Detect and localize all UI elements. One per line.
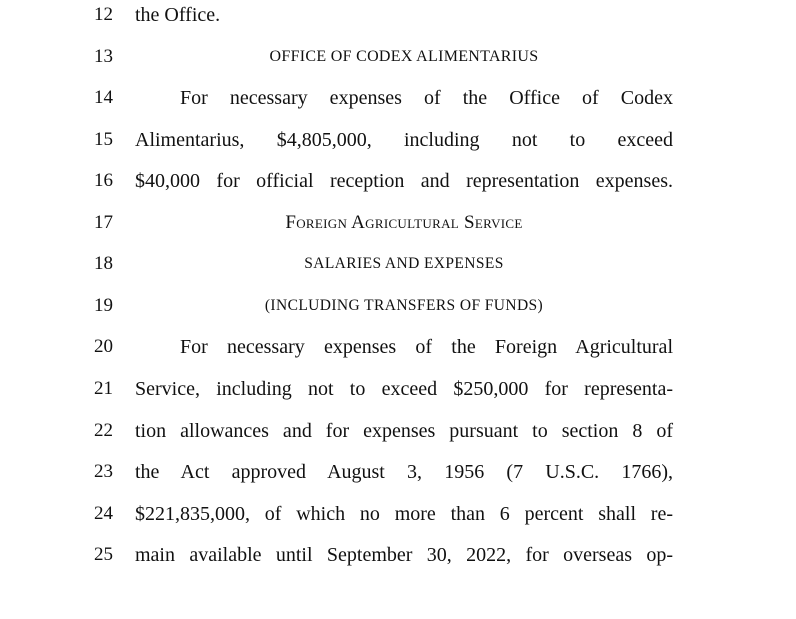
section-heading-line	[0, 42, 796, 72]
agency-heading: Foreign Agricultural Service	[285, 212, 523, 233]
text-line	[0, 83, 796, 113]
text-line	[0, 416, 796, 446]
section-heading: OFFICE OF CODEX ALIMENTARIUS	[269, 48, 539, 65]
line-number: 16	[94, 170, 113, 191]
text-line	[0, 457, 796, 487]
text-line	[0, 540, 796, 570]
text-line	[0, 166, 796, 196]
line-number: 20	[94, 336, 113, 357]
line-number: 14	[94, 87, 113, 108]
line-number: 12	[94, 4, 113, 25]
line-number: 24	[94, 503, 113, 524]
agency-heading-line	[0, 208, 796, 238]
line-text: main available until September 30, 2022, for overseas op-	[135, 544, 673, 566]
subheading-line	[0, 291, 796, 321]
line-text: Alimentarius, $4,805,000, including not to exceed	[135, 129, 673, 151]
line-number: 22	[94, 420, 113, 441]
text-line	[0, 499, 796, 529]
subheading: (INCLUDING TRANSFERS OF FUNDS)	[264, 297, 544, 314]
line-number: 23	[94, 461, 113, 482]
line-text: $40,000 for official reception and representation expenses.	[135, 170, 673, 192]
line-text: the Office.	[135, 4, 221, 26]
subheading: SALARIES AND EXPENSES	[304, 255, 504, 272]
text-line	[0, 332, 796, 362]
line-number: 13	[94, 46, 113, 67]
line-text: tion allowances and for expenses pursuant to section 8 of	[135, 420, 673, 442]
line-text: For necessary expenses of the Foreign Agricultural	[180, 336, 673, 358]
text-line	[0, 0, 796, 30]
line-text: For necessary expenses of the Office of Codex	[180, 87, 673, 109]
line-text: Service, including not to exceed $250,000 for representa-	[135, 378, 673, 400]
line-text: $221,835,000, of which no more than 6 percent shall re-	[135, 503, 673, 525]
line-number: 21	[94, 378, 113, 399]
subheading-line	[0, 249, 796, 279]
text-line	[0, 125, 796, 155]
line-text: the Act approved August 3, 1956 (7 U.S.C. 1766),	[135, 461, 673, 483]
line-number: 19	[94, 295, 113, 316]
line-number: 18	[94, 253, 113, 274]
line-number: 25	[94, 544, 113, 565]
line-number: 15	[94, 129, 113, 150]
text-line	[0, 374, 796, 404]
line-number: 17	[94, 212, 113, 233]
